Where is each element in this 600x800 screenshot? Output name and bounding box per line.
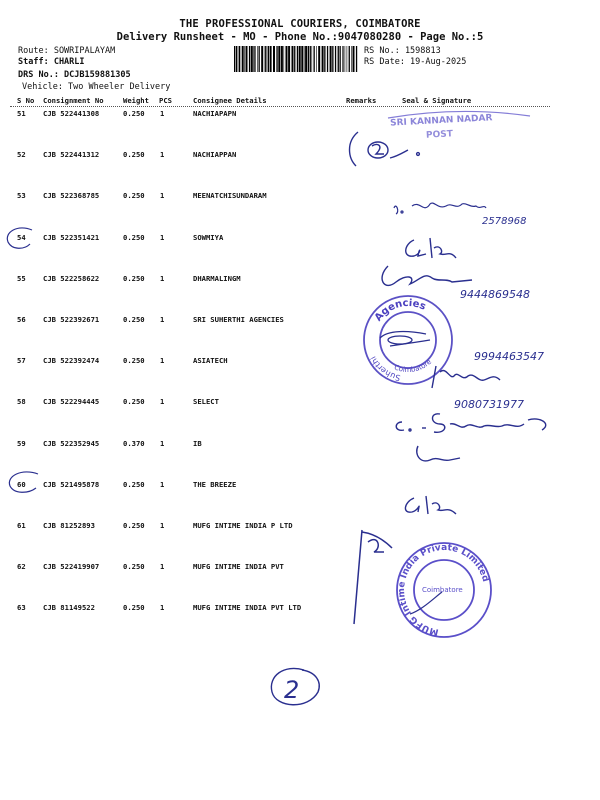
barcode-bar xyxy=(294,46,295,72)
barcode-bar xyxy=(304,46,305,72)
barcode-bar xyxy=(332,46,333,72)
cell-consignment-no: CJB 522392474 xyxy=(43,356,100,366)
barcode-bar xyxy=(312,46,313,72)
cell-consignment-no: CJB 521495878 xyxy=(43,479,100,489)
barcode-bar xyxy=(327,46,328,72)
seal-stamp-mufg xyxy=(394,540,494,640)
barcode-bar xyxy=(349,46,350,72)
svg-text:MUFG Intime India Private Limi: MUFG Intime India Private Limited xyxy=(396,542,491,637)
barcode-bar xyxy=(273,46,275,72)
signature-row-57 xyxy=(424,346,574,394)
barcode-bar xyxy=(324,46,325,72)
cell-weight: 0.250 xyxy=(123,356,145,366)
cell-pcs: 1 xyxy=(160,356,165,366)
cell-sno: 52 xyxy=(17,150,26,160)
table-row xyxy=(0,521,600,533)
cell-pcs: 1 xyxy=(160,562,165,572)
runsheet-title: Delivery Runsheet - MO - Phone No.:9047080280 - Page No.:5 xyxy=(116,31,484,43)
barcode-bar xyxy=(265,46,266,72)
cell-consignee: NACHIAPPAN xyxy=(193,150,237,160)
vehicle-label: Vehicle: Two Wheeler Delivery xyxy=(22,82,171,92)
barcode-bar xyxy=(316,46,317,72)
barcode-bar xyxy=(297,46,298,72)
svg-text:SRI KANNAN NADAR: SRI KANNAN NADAR xyxy=(389,113,493,129)
cell-weight: 0.250 xyxy=(123,273,145,283)
barcode xyxy=(233,46,358,72)
cell-weight: 0.250 xyxy=(123,232,145,242)
cell-pcs: 1 xyxy=(160,521,165,530)
page-mark: 2 xyxy=(284,676,300,704)
row-60-circle-mark xyxy=(6,470,42,496)
barcode-bar xyxy=(267,46,268,72)
barcode-bar xyxy=(284,46,285,72)
barcode-bar xyxy=(356,46,357,72)
cell-sno: 53 xyxy=(17,191,26,201)
cell-weight: 0.250 xyxy=(123,315,145,324)
cell-pcs: 1 xyxy=(160,109,165,118)
handwritten-phone-2: 9994463547 xyxy=(474,350,544,363)
cell-sno: 51 xyxy=(17,109,26,118)
cell-weight: 0.250 xyxy=(123,521,145,530)
barcode-bar xyxy=(286,46,288,72)
cell-consignment-no: CJB 522351421 xyxy=(43,232,100,242)
barcode-bar xyxy=(322,46,324,72)
route-label: Route: SOWRIPALAYAM xyxy=(18,46,116,56)
table-row xyxy=(0,439,600,451)
row-54-circle-mark xyxy=(4,226,34,252)
barcode-bar xyxy=(281,46,283,72)
rs-number: RS No.: 1598813 xyxy=(364,46,441,56)
cell-weight: 0.250 xyxy=(123,562,145,572)
table-row xyxy=(0,480,600,492)
cell-pcs: 1 xyxy=(160,191,165,201)
cell-consignee: IB xyxy=(193,438,202,448)
cell-sno: 62 xyxy=(17,562,26,572)
barcode-bar xyxy=(351,46,352,72)
drs-number: DRS No.: DCJB159881305 xyxy=(18,70,131,80)
cell-sno: 56 xyxy=(17,315,26,324)
cell-consignee: MUFG INTIME INDIA P LTD xyxy=(193,521,293,530)
table-row xyxy=(0,233,600,245)
cell-sno: 59 xyxy=(17,438,26,448)
barcode-bar xyxy=(347,46,348,72)
cell-pcs: 1 xyxy=(160,479,165,489)
col-weight: Weight xyxy=(123,96,149,105)
barcode-bar xyxy=(292,46,294,72)
cell-weight: 0.250 xyxy=(123,150,145,160)
cell-sno: 54 xyxy=(17,232,26,242)
signature-row-54 xyxy=(396,234,466,264)
barcode-bar xyxy=(238,46,239,72)
cell-consignee: MUFG INTIME INDIA PVT xyxy=(193,562,284,572)
company-name: THE PROFESSIONAL COURIERS, COIMBATORE xyxy=(179,18,421,30)
barcode-bar xyxy=(353,46,355,72)
col-remarks: Remarks xyxy=(346,96,377,105)
cell-pcs: 1 xyxy=(160,603,165,613)
barcode-bar xyxy=(251,46,253,72)
cell-pcs: 1 xyxy=(160,273,165,283)
barcode-bar xyxy=(253,46,254,72)
svg-text:Agencies: Agencies xyxy=(372,297,428,324)
barcode-bar xyxy=(343,46,344,72)
barcode-bar xyxy=(308,46,309,72)
barcode-bar xyxy=(242,46,244,72)
signature-row-59 xyxy=(410,440,470,470)
cell-consignee: SELECT xyxy=(193,397,219,407)
barcode-bar xyxy=(318,46,320,72)
table-row xyxy=(0,562,600,574)
barcode-bar xyxy=(342,46,343,72)
col-pcs: PCS xyxy=(159,96,172,105)
barcode-bar xyxy=(299,46,301,72)
cell-consignee: MEENATCHISUNDARAM xyxy=(193,191,267,201)
cell-sno: 58 xyxy=(17,397,26,407)
cell-consignment-no: CJB 522368785 xyxy=(43,191,100,201)
cell-sno: 63 xyxy=(17,603,26,613)
cell-consignment-no: CJB 522352945 xyxy=(43,438,100,448)
barcode-bar xyxy=(338,46,339,72)
barcode-bar xyxy=(257,46,258,72)
cell-sno: 55 xyxy=(17,273,26,283)
svg-text:POST: POST xyxy=(425,129,454,141)
table-row xyxy=(0,315,600,327)
barcode-bar xyxy=(268,46,269,72)
handwritten-number: 2578968 xyxy=(482,216,527,227)
cell-consignment-no: CJB 522258622 xyxy=(43,273,100,283)
barcode-bar xyxy=(259,46,260,72)
cell-sno: 57 xyxy=(17,356,26,366)
signature-row-58 xyxy=(392,394,572,440)
signature-row-60 xyxy=(396,492,466,520)
col-consignee: Consignee Details xyxy=(193,96,267,105)
barcode-bar xyxy=(345,46,346,72)
table-row xyxy=(0,150,600,162)
barcode-bar xyxy=(314,46,315,72)
barcode-bar xyxy=(249,46,250,72)
cell-consignment-no: CJB 522419907 xyxy=(43,562,100,572)
barcode-bar xyxy=(330,46,332,72)
cell-pcs: 1 xyxy=(160,397,165,407)
cell-sno: 61 xyxy=(17,521,26,530)
cell-weight: 0.250 xyxy=(123,191,145,201)
signature-row-52 xyxy=(344,128,454,168)
staff-label: Staff: CHARLI xyxy=(18,57,85,67)
cell-consignee: NACHIAPAPN xyxy=(193,109,237,118)
col-consignment: Consignment No xyxy=(43,96,104,105)
barcode-bar xyxy=(236,46,237,72)
cell-consignee: ASIATECH xyxy=(193,356,228,366)
barcode-bar xyxy=(234,46,235,72)
table-row xyxy=(0,603,600,615)
barcode-bar xyxy=(278,46,280,72)
barcode-bar xyxy=(301,46,303,72)
handwritten-phone-1: 9444869548 xyxy=(460,288,530,301)
cell-consignee: THE BREEZE xyxy=(193,479,237,489)
signature-row-53 xyxy=(390,196,550,230)
cell-weight: 0.250 xyxy=(123,109,145,118)
barcode-bar xyxy=(270,46,272,72)
col-sno: S No xyxy=(17,96,35,105)
barcode-bar xyxy=(244,46,245,72)
cell-sno: 60 xyxy=(17,479,26,489)
cell-consignee: SOWMIYA xyxy=(193,232,224,242)
cell-consignee: SRI SUHERTHI AGENCIES xyxy=(193,315,284,324)
barcode-bar xyxy=(255,46,256,72)
cell-weight: 0.370 xyxy=(123,438,145,448)
svg-text:Suherthi: Suherthi xyxy=(368,354,402,383)
cell-pcs: 1 xyxy=(160,150,165,160)
cell-consignment-no: CJB 81252893 xyxy=(43,521,95,530)
cell-consignment-no: CJB 81149522 xyxy=(43,603,95,613)
handwritten-phone-3: 9080731977 xyxy=(454,398,524,411)
cell-pcs: 1 xyxy=(160,438,165,448)
barcode-bar xyxy=(288,46,290,72)
cell-weight: 0.250 xyxy=(123,397,145,407)
barcode-bar xyxy=(246,46,248,72)
cell-consignee: DHARMALINGM xyxy=(193,273,241,283)
svg-text:Coimbatore: Coimbatore xyxy=(393,357,434,375)
rs-date: RS Date: 19-Aug-2025 xyxy=(364,57,467,67)
barcode-bar xyxy=(305,46,307,72)
cell-consignment-no: CJB 522441308 xyxy=(43,109,100,118)
cell-consignee: MUFG INTIME INDIA PVT LTD xyxy=(193,603,302,613)
cell-weight: 0.250 xyxy=(123,479,145,489)
barcode-bar xyxy=(310,46,311,72)
cell-consignment-no: CJB 522392671 xyxy=(43,315,100,324)
cell-consignment-no: CJB 522441312 xyxy=(43,150,100,160)
cell-weight: 0.250 xyxy=(123,603,145,613)
svg-text:Coimbatore: Coimbatore xyxy=(422,586,463,594)
barcode-bar xyxy=(239,46,240,72)
col-seal-signature: Seal & Signature xyxy=(402,96,472,105)
cell-consignment-no: CJB 522294445 xyxy=(43,397,100,407)
cell-pcs: 1 xyxy=(160,232,165,242)
barcode-bar xyxy=(335,46,336,72)
barcode-bar xyxy=(261,46,263,72)
page-number-circle xyxy=(264,664,324,710)
barcode-bar xyxy=(340,46,341,72)
cell-pcs: 1 xyxy=(160,315,165,324)
barcode-bar xyxy=(276,46,277,72)
